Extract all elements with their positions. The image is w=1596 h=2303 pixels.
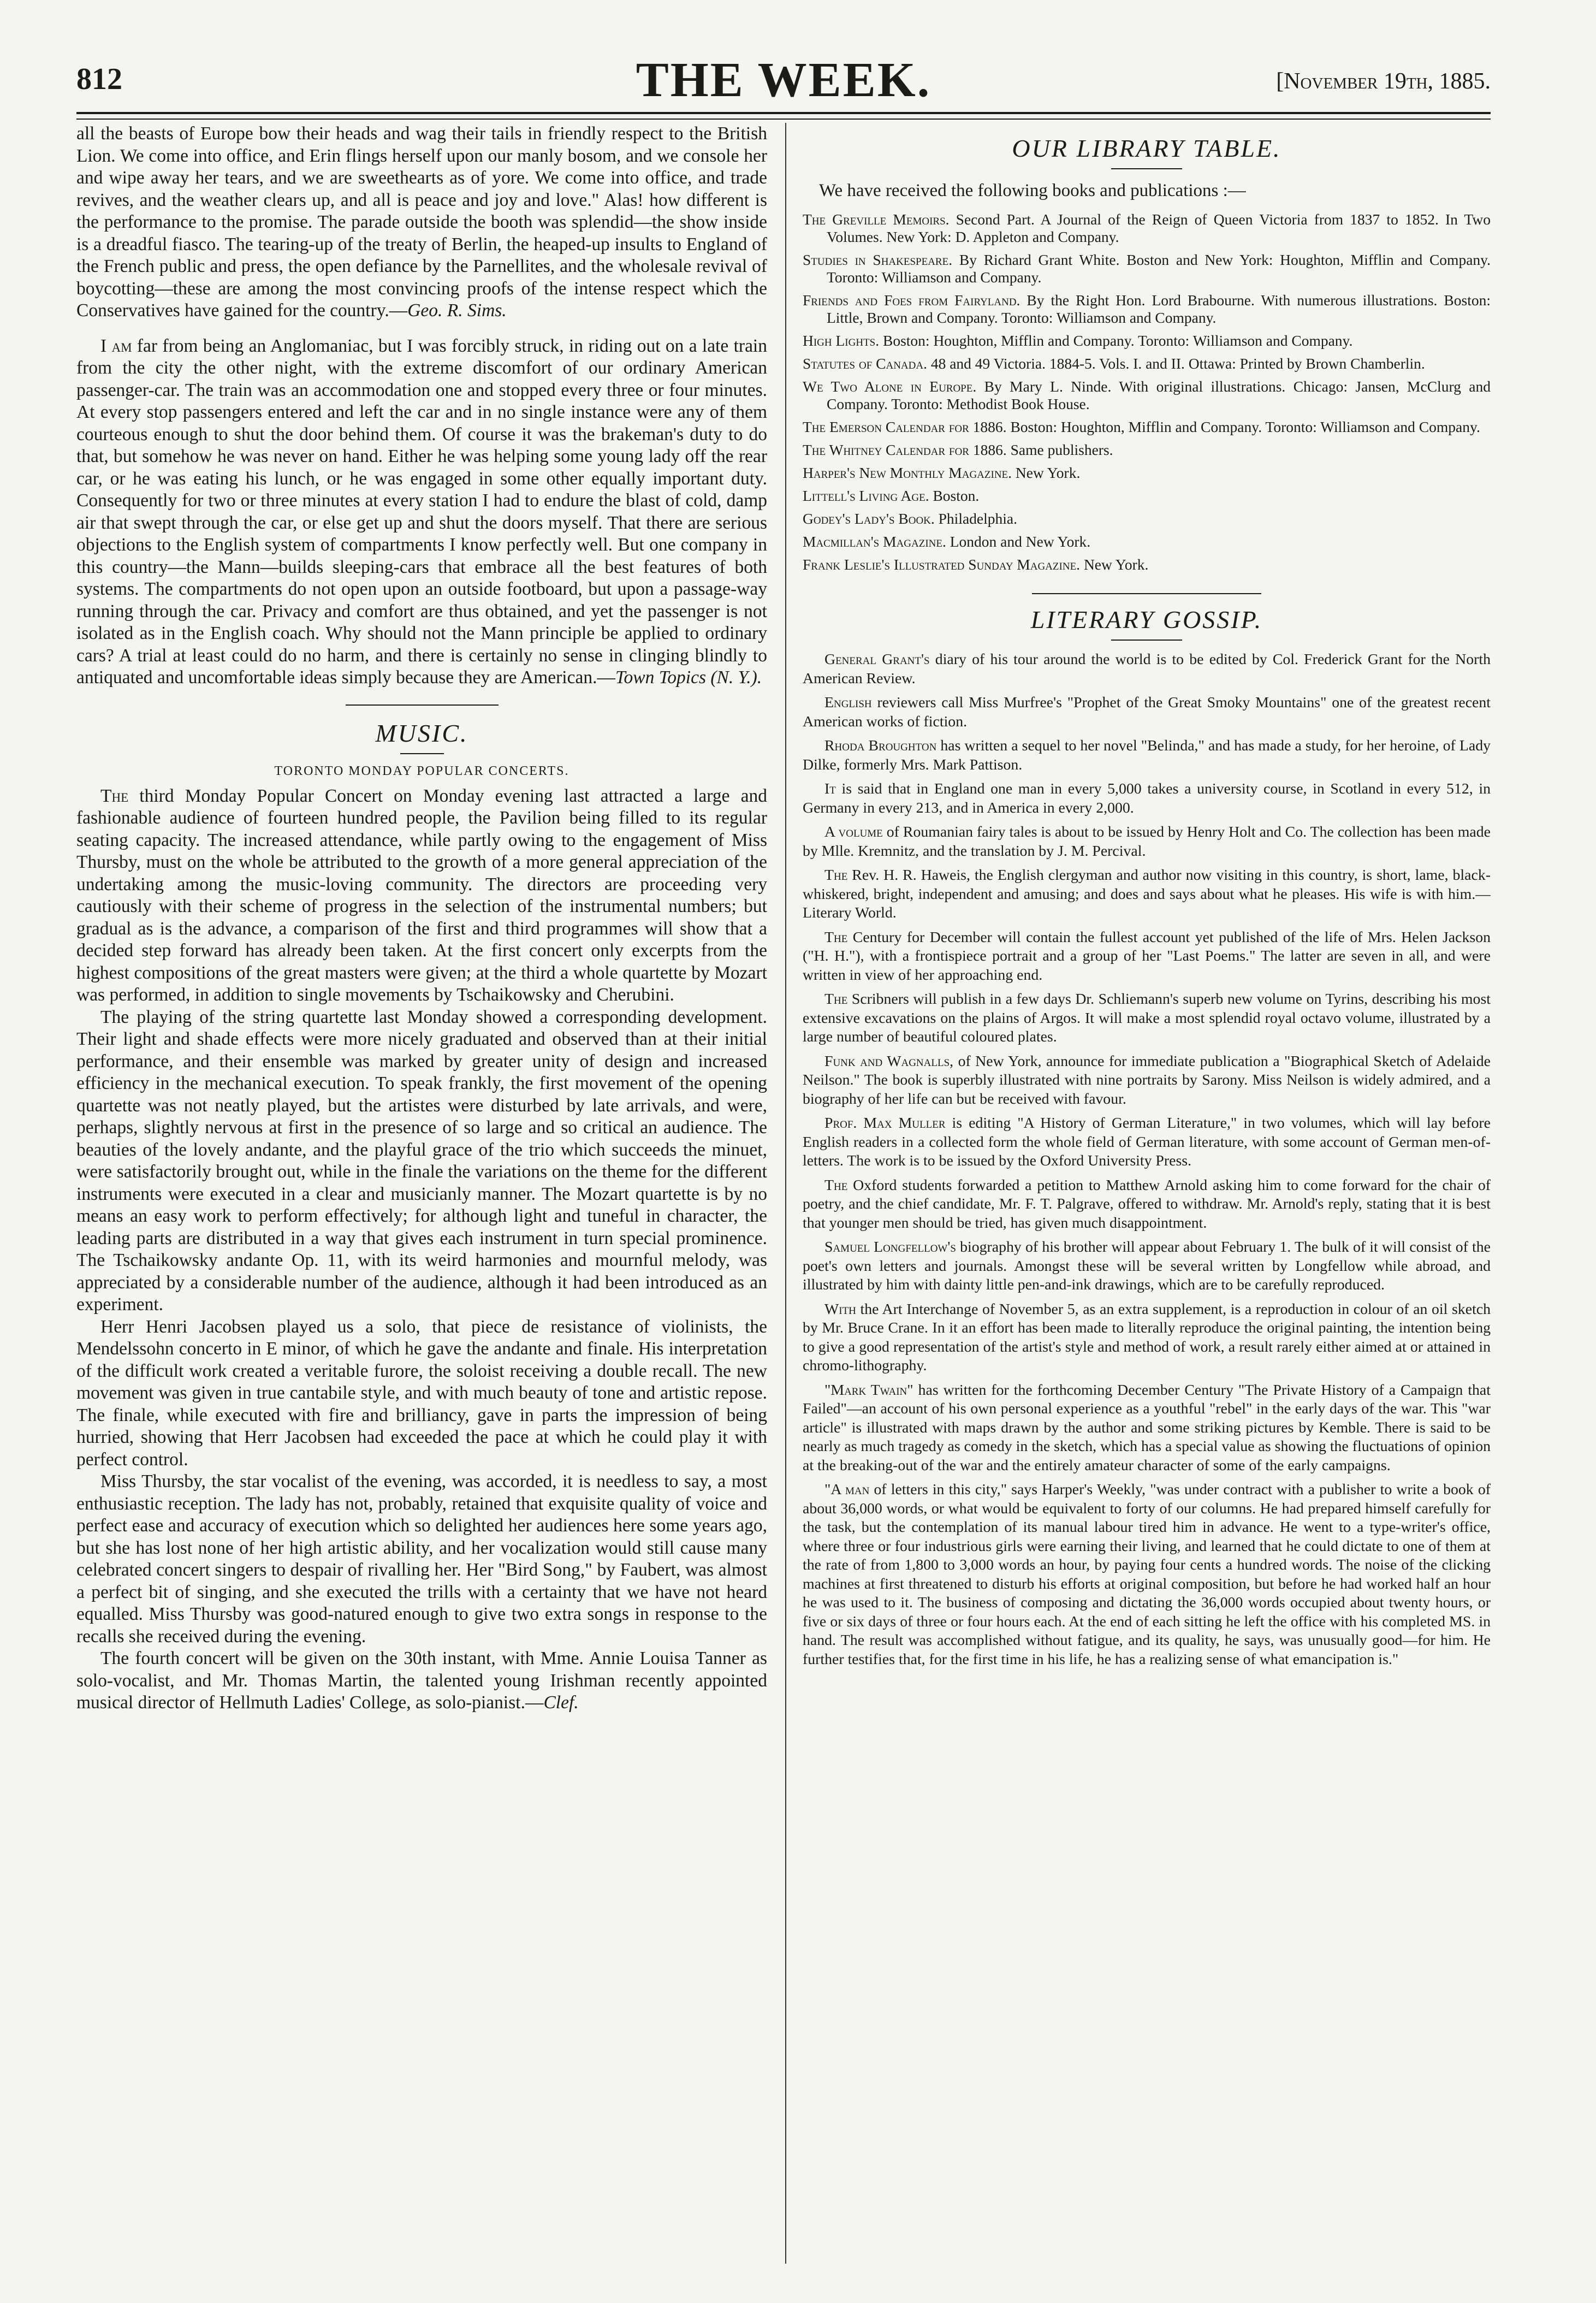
- gossip-item: [803, 694, 1491, 731]
- section-divider: [346, 704, 499, 706]
- library-item: [803, 556, 1491, 573]
- library-item: [803, 418, 1491, 436]
- music-subheading: TORONTO MONDAY POPULAR CONCERTS.: [274, 763, 569, 778]
- library-item-lead: Littell's Living Age.: [803, 487, 929, 504]
- issue-date: [November 19th, 1885.: [1276, 69, 1491, 94]
- gossip-item: [803, 1238, 1491, 1295]
- gossip-item-text: biography of his brother will appear about February 1. The bulk of it will consist of the poet's own letters and journals. Amongst these will be several written by Longfellow while abroad, and illustrated by him with dainty little pen-and-ink drawings, which are to be carefully reproduced.: [803, 1239, 1491, 1293]
- library-item: [803, 487, 1491, 505]
- library-item-lead: Frank Leslie's Illustrated Sunday Magazine.: [803, 556, 1081, 573]
- gossip-item: [803, 928, 1491, 985]
- gossip-item: [803, 1300, 1491, 1376]
- gossip-item-text: Rev. H. R. Haweis, the English clergyman and author now visiting in this country, is short, lame, black-whiskered, bright, independent and amusing; and does and says about what he pleases. His wife is with him.—Literary World.: [803, 867, 1491, 921]
- gossip-item: [803, 1114, 1491, 1171]
- library-item: [803, 211, 1491, 246]
- library-intro: We have received the following books and publications :—: [819, 181, 1246, 200]
- gossip-list: [803, 650, 1491, 1669]
- gossip-item: [803, 650, 1491, 688]
- right-column: [803, 123, 1491, 2269]
- library-item-text: Boston: Houghton, Mifflin and Company. Toronto: Williamson and Company.: [1006, 418, 1480, 435]
- library-item-lead: Macmillan's Magazine.: [803, 533, 946, 550]
- gossip-item: [803, 1176, 1491, 1233]
- music-paragraph-2: The playing of the string quartette last Monday showed a corresponding development. Their light and shade effects were more nicely graduated and observed than at their initial performance, and their ensemble was marked by greater unity of design and increased efficiency in the mechanical execution. To speak frankly, the first movement of the opening quartette was not neatly played, but the artistes were disturbed by late arrivals, and were, perhaps, slightly nervous at first in the presence of so large and so critical an audience. The beauties of the lovely andante, and the playful grace of the trio which succeeds the minuet, were satisfactorily brought out, while in the finale the variations on the theme for the different instruments were executed in a clear and musicianly manner. The Mozart quartette is by no means an easy work to perform effectively; for although light and tuneful in character, the leading parts are distributed in a way that gives each instrument in turn special prominence. The Tschaikowsky andante Op. 11, with its weird harmonies and mournful melody, was appreciated by a considerable number of the audience, although it had been introduced as an experiment.: [76, 1007, 767, 1315]
- gossip-item-lead: The: [824, 991, 848, 1008]
- page-number: 812: [76, 62, 122, 96]
- library-item-lead: The Emerson Calendar for 1886.: [803, 418, 1007, 435]
- library-item-text: By the Right Hon. Lord Brabourne. With numerous illustrations. Boston: Little, Brown and Company. Toronto: Williamson and Company.: [827, 292, 1491, 326]
- gossip-item-text: the Art Interchange of November 5, as an extra supplement, is a reproduction in colour of an oil sketch by Mr. Bruce Crane. In it an effort has been made to literally reproduce the original painting, the intention being to give a good representation of the artist's style and method of work, a result rarely either aimed at or attained in chromo-lithography.: [803, 1300, 1491, 1374]
- gossip-item-lead: "A man: [824, 1481, 870, 1498]
- gossip-heading-rule: [1111, 640, 1182, 641]
- gossip-item-lead: The: [824, 867, 848, 884]
- paragraph-passenger-car: I am far from being an Anglomaniac, but I was forcibly struck, in riding out on a late train from the city the other night, with the extreme discomfort of our ordinary American passenger-car. The train was an accommodation one and stopped every three or four minutes. At every stop passengers entered and left the car and in no single instance were any of them courteous enough to shut the door behind them. Of course it was the brakeman's duty to do that, but somehow he was never on hand. Either he was helping some young lady off the rear car, or he was eating his lunch, or he was engaged in some other equally important duty. Consequently for two or three minutes at every station I had to endure the blast of cold, damp air that swept through the car, or else get up and shut the doors myself. That there are serious objections to the English system of compartments I know perfectly well. But one company in this country—the Mann—builds sleeping-cars that embrace all the best features of both systems. The compartments do not open upon an outside footboard, but upon a passage-way running through the car. Privacy and comfort are thus obtained, and yet the passenger is not isolated as in the English coach. Why should not the Mann principle be applied to ordinary cars? A trial at least could do no harm, and there is certainly no sense in clinging blindly to antiquated and uncomfortable ideas simply because they are American.—Town Topics (N. Y.).: [76, 335, 767, 688]
- library-item-lead: Studies in Shakespeare.: [803, 251, 953, 268]
- library-item-text: New York.: [1012, 464, 1081, 481]
- library-heading-rule: [1111, 168, 1182, 169]
- paragraph-sims: all the beasts of Europe bow their heads and wag their tails in friendly respect to the British Lion. We come into office, and Erin flings herself upon our manly bosom, and we console her and wipe away her tears, and we are sweethearts as of yore. We come into office, and trade revives, and the weather clears up, and all is peace and joy and love." Alas! how different is the performance to the promise. The parade outside the booth was splendid—the show inside is a dreadful fiasco. The tearing-up of the treaty of Berlin, the heaped-up insults to England of the French public and press, the open defiance by the Parnellites, and the wholesale revival of boycotting—these are among the most convincing proofs of the intense respect which the Conservatives have gained for the country.—Geo. R. Sims.: [76, 123, 767, 321]
- music-paragraph-5: The fourth concert will be given on the 30th instant, with Mme. Annie Louisa Tanner as solo-vocalist, and Mr. Thomas Martin, the talented young Irishman recently appointed musical director of Hellmuth Ladies' College, as solo-pianist.—Clef.: [76, 1648, 767, 1713]
- library-item: [803, 378, 1491, 413]
- gossip-item: [803, 1381, 1491, 1476]
- library-list: [803, 211, 1491, 573]
- publication-title: THE WEEK.: [636, 53, 932, 107]
- library-item-text: By Richard Grant White. Boston and New York: Houghton, Mifflin and Company. Toronto: Williamson and Company.: [827, 251, 1491, 286]
- gossip-item: [803, 823, 1491, 861]
- library-item-text: Philadelphia.: [934, 510, 1017, 527]
- library-item-lead: Statutes of Canada.: [803, 355, 927, 372]
- gossip-item-lead: The: [824, 928, 848, 946]
- gossip-item-text: is editing "A History of German Literature," in two volumes, which will lay before English readers in a collected form the whole field of German literature, with some account of German men-of-letters. The work is to be issued by the Oxford University Press.: [803, 1115, 1491, 1169]
- music-heading-rule: [400, 753, 444, 754]
- gossip-item-text: of Roumanian fairy tales is about to be issued by Henry Holt and Co. The collection has been made by Mlle. Kremnitz, and the translation by J. M. Percival.: [803, 824, 1491, 860]
- gossip-item-lead: English: [824, 694, 872, 711]
- gossip-item-lead: With: [824, 1300, 856, 1318]
- library-item: [803, 464, 1491, 482]
- gossip-item-lead: Rhoda Broughton: [824, 737, 937, 754]
- gossip-item-text: is said that in England one man in every 5,000 takes a university course, in Scotland in every 512, in Germany in every 213, and in America in every 2,000.: [803, 780, 1491, 816]
- gossip-item: [803, 866, 1491, 923]
- source-town-topics: Town Topics (N. Y.).: [615, 667, 762, 688]
- music-paragraph-3: Herr Henri Jacobsen played us a solo, that piece de resistance of violinists, the Mendelssohn concerto in E minor, of which he gave the andante and finale. His interpretation of the difficult work created a veritable furore, the soloist receiving a double recall. The new movement was given in true cantabile style, and with much beauty of tone and artistic repose. The finale, while executed with fire and brilliancy, gave in parts the impression of being hurried, showing that Herr Jacobsen had exceeded the pace at which he could play it with perfect control.: [76, 1316, 767, 1470]
- library-item-text: Second Part. A Journal of the Reign of Queen Victoria from 1837 to 1852. In Two Volumes. New York: D. Appleton and Company.: [827, 211, 1491, 245]
- gossip-item-text: reviewers call Miss Murfree's "Prophet of the Great Smoky Mountains" one of the greatest recent American works of fiction.: [803, 694, 1491, 730]
- music-paragraph-4: Miss Thursby, the star vocalist of the evening, was accorded, it is needless to say, a most enthusiastic reception. The lady has not, probably, retained that exquisite quality of voice and perfect ease and accuracy of execution which so delighted her audiences here some years ago, but she has lost none of her high artistic ability, and her vocalization would still cause many celebrated concert singers to despair of rivalling her. Her "Bird Song," by Faubert, was almost a perfect bit of singing, and she executed the trills with a certainty that we have not heard equalled. Miss Thursby was good-natured enough to give two extra songs in response to the recalls she received during the evening.: [76, 1471, 767, 1647]
- column-rule: [785, 123, 786, 2264]
- library-item-text: 48 and 49 Victoria. 1884-5. Vols. I. and II. Ottawa: Printed by Brown Chamberlin.: [927, 355, 1425, 372]
- gossip-item-text: has written a sequel to her novel "Belinda," and has made a study, for her heroine, of Lady Dilke, formerly Mrs. Mark Pattison.: [803, 737, 1491, 773]
- library-item: [803, 332, 1491, 350]
- library-item-text: New York.: [1080, 556, 1149, 573]
- gossip-item-lead: General Grant's: [824, 651, 930, 668]
- header-rule: [76, 112, 1491, 120]
- section-divider: [1032, 593, 1261, 594]
- gossip-item: [803, 1052, 1491, 1109]
- author-clef: Clef.: [543, 1692, 579, 1713]
- gossip-item-lead: It: [824, 780, 836, 797]
- gossip-item: [803, 737, 1491, 774]
- library-item: [803, 355, 1491, 372]
- gossip-item-lead: Samuel Longfellow's: [824, 1239, 956, 1256]
- library-item-lead: High Lights.: [803, 332, 880, 349]
- gossip-item-lead: The: [824, 1176, 848, 1194]
- library-item-lead: The Greville Memoirs.: [803, 211, 950, 228]
- gossip-heading: LITERARY GOSSIP.: [1030, 606, 1263, 634]
- library-item: [803, 251, 1491, 286]
- gossip-item-text: Scribners will publish in a few days Dr. Schliemann's superb new volume on Tyrins, describing his most extensive excavations on the plains of Argos. It will make a most splendid royal octavo volume, illustrated by a large number of beautiful coloured plates.: [803, 991, 1491, 1045]
- gossip-item-lead: A volume: [824, 824, 883, 840]
- library-heading: OUR LIBRARY TABLE.: [1012, 134, 1281, 162]
- library-item-lead: Godey's Lady's Book.: [803, 510, 935, 527]
- gossip-item-text: diary of his tour around the world is to be edited by Col. Frederick Grant for the North American Review.: [803, 651, 1491, 687]
- library-item-text: Boston: Houghton, Mifflin and Company. Toronto: Williamson and Company.: [879, 332, 1353, 349]
- library-item-lead: Friends and Foes from Fairyland.: [803, 292, 1021, 309]
- gossip-item-text: of New York, announce for immediate publication a "Biographical Sketch of Adelaide Neilson." The book is superbly illustrated with nine portraits by Sarony. Miss Neilson is widely admired, and a biography of her life can but be received with favour.: [803, 1052, 1491, 1108]
- library-item-lead: We Two Alone in Europe.: [803, 378, 977, 395]
- gossip-item: [803, 780, 1491, 818]
- left-column: [76, 123, 767, 2269]
- music-heading: MUSIC.: [375, 719, 468, 747]
- gossip-item-lead: Prof. Max Muller: [824, 1115, 946, 1132]
- library-item: [803, 292, 1491, 327]
- library-item-text: London and New York.: [946, 533, 1091, 550]
- music-paragraph-1: The third Monday Popular Concert on Monday evening last attracted a large and fashionable audience of fourteen hundred people, the Pavilion being filled to its regular seating capacity. The increased attendance, while partly owing to the engagement of Miss Thursby, must on the whole be attributed to the growth of a more general appreciation of the undertaking among the music-loving community. The directors are proceeding very cautiously with their scheme of progress in the selection of the instrumental numbers; but gradual as is the advance, a comparison of the first and third programmes will show that a decided step forward has already been taken. At the first concert only excerpts from the highest compositions of the great masters were given; at the third a whole quartette by Mozart was performed, in addition to single movements by Tschaikowsky and Cherubini.: [76, 785, 767, 1005]
- gossip-item-text: Oxford students forwarded a petition to Matthew Arnold asking him to come forward for the chair of poetry, and the chief candidate, Mr. F. T. Palgrave, offered to withdraw. Mr. Arnold's reply, stating that it is best that younger men should be tried, has given much disappointment.: [803, 1176, 1491, 1232]
- gossip-item-text: of letters in this city," says Harper's Weekly, "was under contract with a publisher to write a book of about 36,000 words, or what would be equivalent to forty of our columns. He had prepared himself carefully for the task, but the contemplation of its manual labour tired him in advance. He went to a type-writer's office, where three or four industrious girls were earning their living, and learned that he could dictate to one of them at the rate of from 1,800 to 3,000 words an hour, by paying four cents a hundred words. The noise of the clicking machines at first threatened to disturb his efforts at original composition, but before he had worked half an hour he was used to it. The business of composing and dictating the 36,000 words occupied about twenty hours, or five or six days of three or four hours each. At the end of each sitting he left the office with his completed MS. in hand. The result was accomplished without fatigue, and its quality, he says, was unusually good—for him. He further testifies that, for the first time in his life, he has a realizing sense of what emancipation is.": [803, 1481, 1491, 1668]
- library-item: [803, 533, 1491, 550]
- library-item-lead: Harper's New Monthly Magazine.: [803, 464, 1012, 481]
- gossip-item: [803, 1481, 1491, 1669]
- library-item-text: Boston.: [929, 487, 980, 504]
- library-item-text: Same publishers.: [1006, 441, 1113, 458]
- author-sims: Geo. R. Sims.: [407, 300, 507, 321]
- library-item-text: By Mary L. Ninde. With original illustrations. Chicago: Jansen, McClurg and Company. Toronto: Methodist Book House.: [827, 378, 1491, 412]
- gossip-item: [803, 990, 1491, 1047]
- gossip-item-lead: "Mark Twain": [824, 1381, 913, 1399]
- gossip-item-text: has written for the forthcoming December Century "The Private History of a Campaign that Failed"—an account of his own personal experience as a youthful "rebel" in the early days of the war. This "war article" is illustrated with maps drawn by the author and some striking pictures by Kemble. There is said to be nearly as much tragedy as comedy in the sketch, which has a special value as showing the fluctuations of opinion at the breaking-out of the war and the entirely amateur character of some of the early campaigns.: [803, 1381, 1491, 1474]
- library-item: [803, 441, 1491, 459]
- library-item: [803, 510, 1491, 528]
- library-item-lead: The Whitney Calendar for 1886.: [803, 441, 1007, 458]
- masthead: [76, 52, 1491, 112]
- gossip-item-text: Century for December will contain the fullest account yet published of the life of Mrs. Helen Jackson ("H. H."), with a frontispiece portrait and a group of her "Last Poems." The latter are seven in all, and were written in view of her approaching end.: [803, 928, 1491, 984]
- gossip-item-lead: Funk and Wagnalls,: [824, 1052, 954, 1070]
